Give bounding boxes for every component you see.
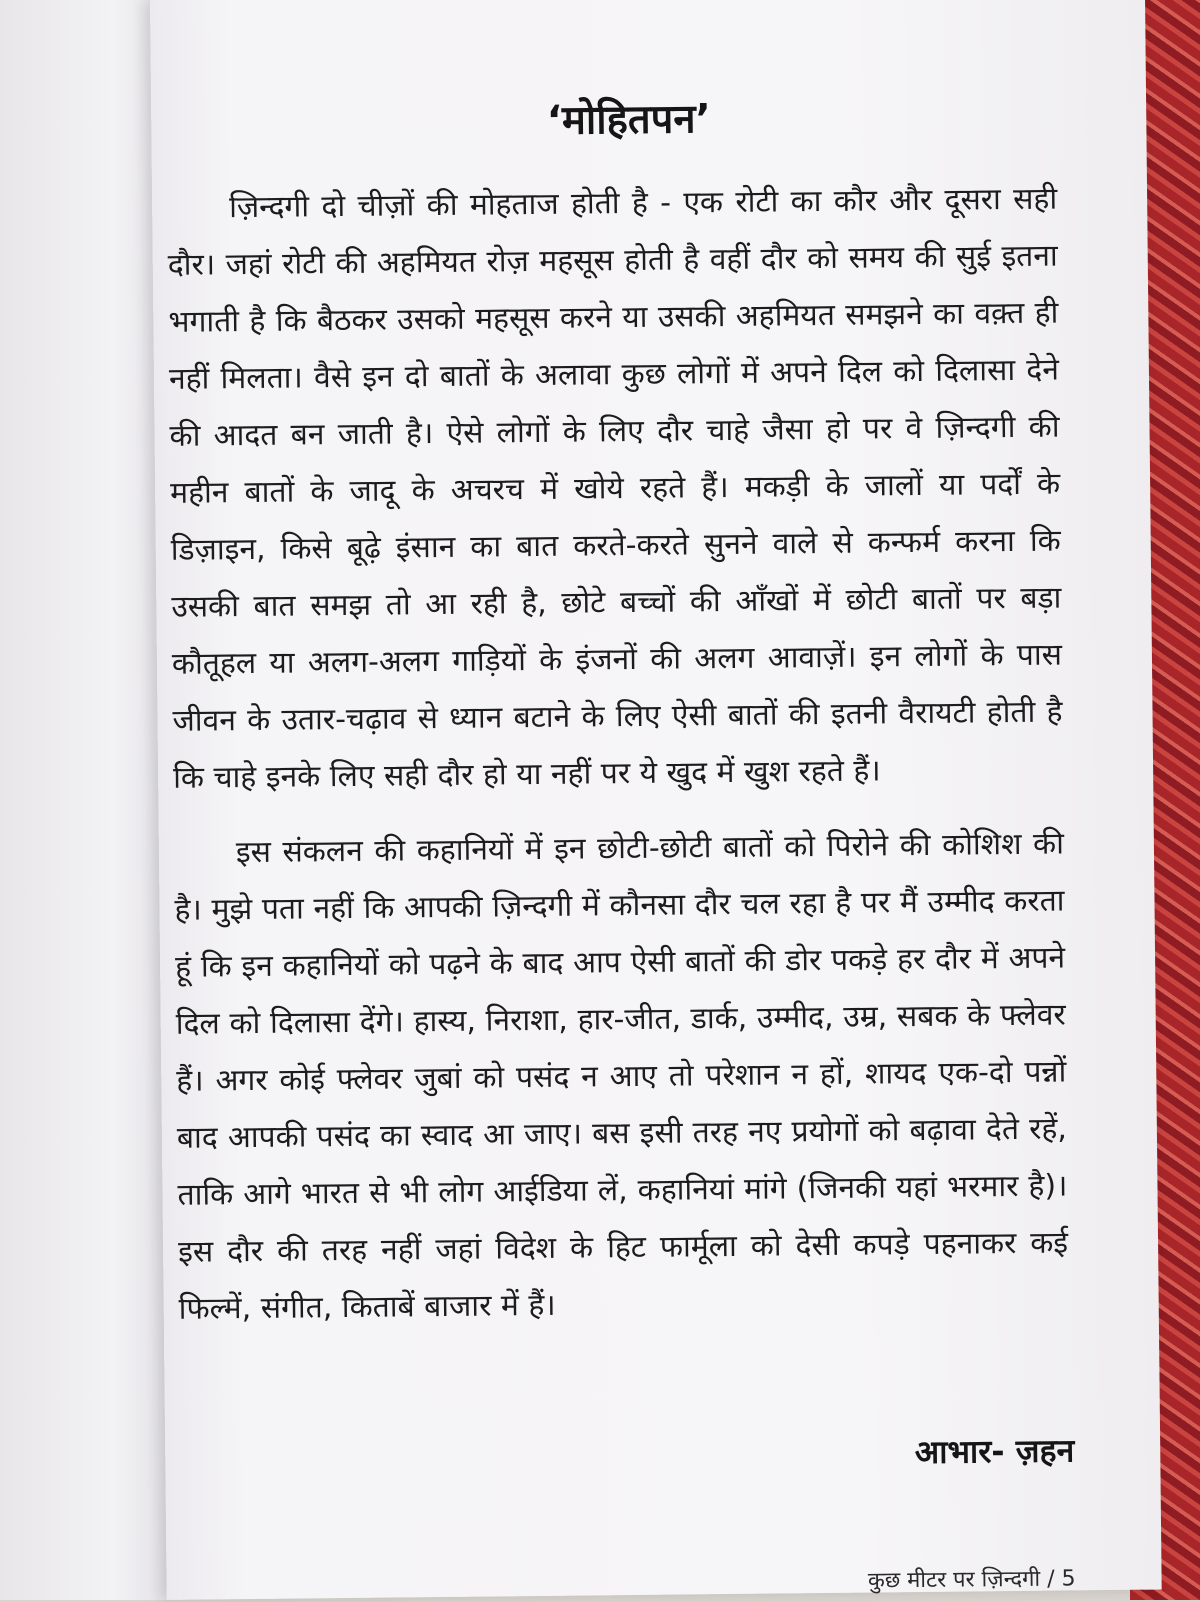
page-title: ‘मोहितपन’ <box>546 96 712 144</box>
paragraph-2: इस संकलन की कहानियों में इन छोटी-छोटी बातों को पिरोने की कोशिश की है। मुझे पता नहीं कि आपकी ज़िन्दगी में कौनसा दौर चल रहा है पर मैं उम्मीद करता हूं कि इन कहानियों को पढ़ने के बाद आप ऐसी बातों की डोर पकड़े हर दौर में अपने दिल को दिलासा देंगे। हास्य, निराशा, हार-जीत, डार्क, उम्मीद, उम्र, सबक के फ्लेवर हैं। अगर कोई फ्लेवर जुबां को पसंद न आए तो परेशान न हों, शायद एक-दो पन्नों बाद आपकी पसंद का स्वाद आ जाए। बस इसी तरह नए प्रयोगों को बढ़ावा देते रहें, ताकि आगे भारत से भी लोग आईडिया लें, कहानियां मांगे (जिनकी यहां भरमार है)। इस दौर की तरह नहीं जहां विदेश के हिट फार्मूला को देसी कपड़े पहनाकर कई फिल्में, संगीत, किताबें बाजार में हैं। <box>174 826 1069 1327</box>
book-page <box>150 0 1162 1600</box>
page-footer: कुछ मीटर पर ज़िन्दगी / 5 <box>867 1566 1076 1594</box>
body-text <box>167 171 1069 1356</box>
paragraph-1: ज़िन्दगी दो चीज़ों की मोहताज होती है - एक रोटी का कौर और दूसरा सही दौर। जहां रोटी की अहमियत रोज़ महसूस होती है वहीं दौर को समय की सुई इतना भगाती है कि बैठकर उसको महसूस करने या उसकी अहमियत समझने का वक़्त ही नहीं मिलता। वैसे इन दो बातों के अलावा कुछ लोगों में अपने दिल को दिलासा देने की आदत बन जाती है। ऐसे लोगों के लिए दौर चाहे जैसा हो पर वे ज़िन्दगी की महीन बातों के जादू के अचरच में खोये रहते हैं। मकड़ी के जालों या पर्दों के डिज़ाइन, किसे बूढ़े इंसान का बात करते-करते सुनने वाले से कन्फर्म करना कि उसकी बात समझ तो आ रही है, छोटे बच्चों की आँखों में छोटी बातों पर बड़ा कौतूहल या अलग-अलग गाड़ियों के इंजनों की अलग आवाज़ें। इन लोगों के पास जीवन के उतार-चढ़ाव से ध्यान बटाने के लिए ऐसी बातों की इतनी वैरायटी होती है कि चाहे इनके लिए सही दौर हो या नहीं पर ये खुद में खुश रहते हैं। <box>167 181 1063 796</box>
author-signature: आभार- ज़हन <box>914 1431 1075 1472</box>
